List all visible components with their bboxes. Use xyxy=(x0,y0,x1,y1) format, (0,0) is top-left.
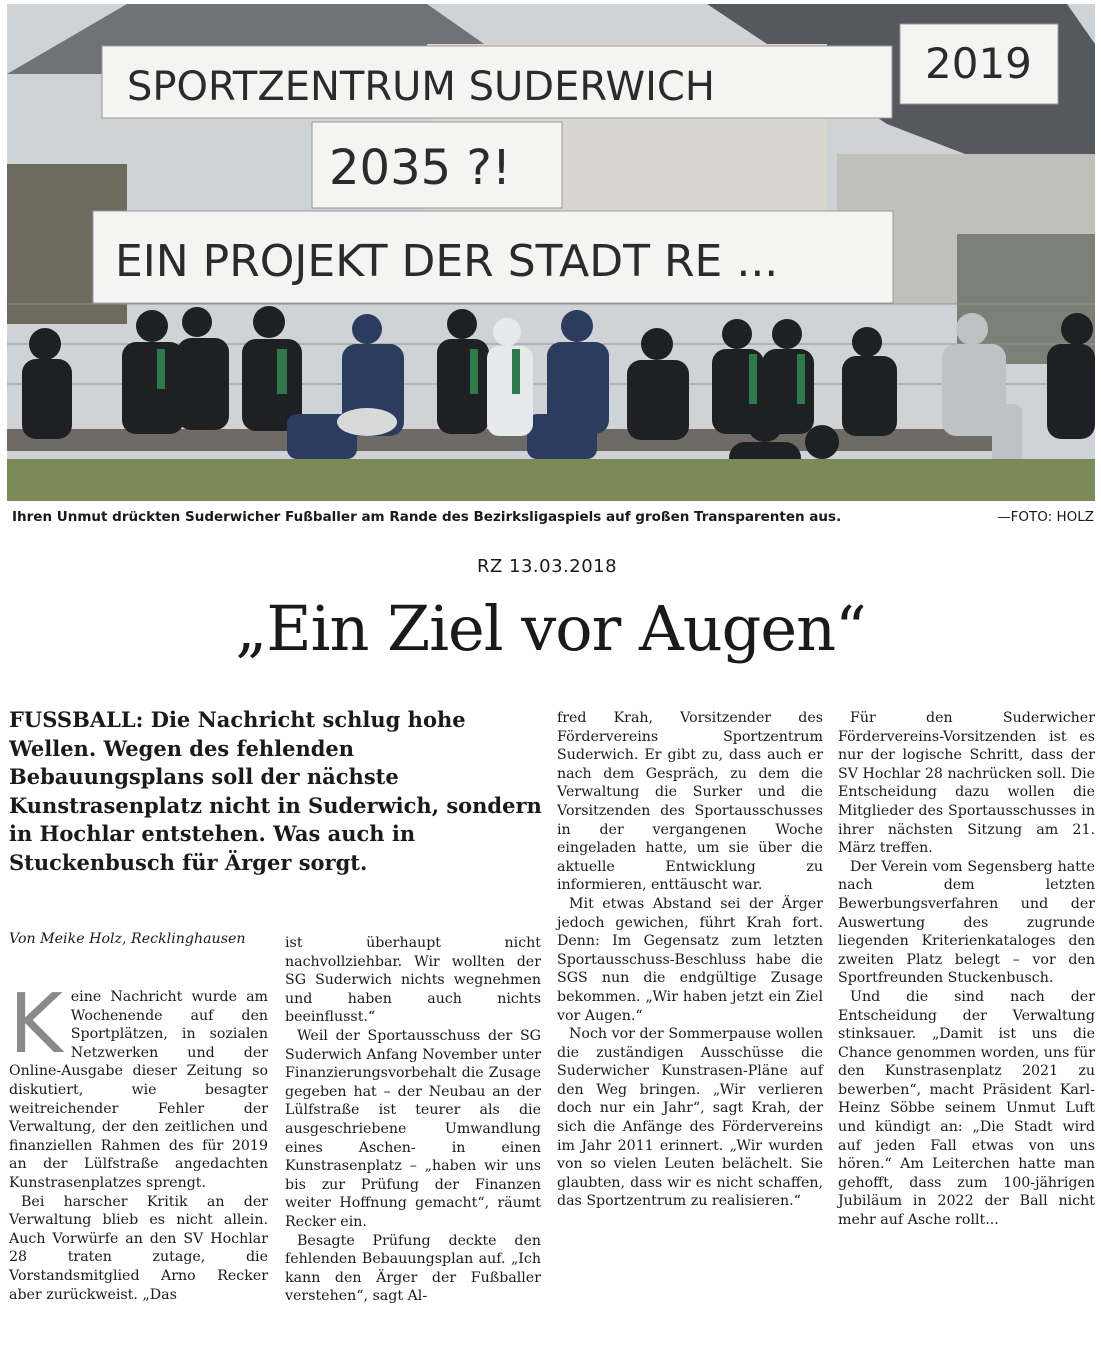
banner-projekt-text: EIN PROJEKT DER STADT RE ... xyxy=(115,236,779,287)
banner-sportzentrum-text: SPORTZENTRUM SUDERWICH xyxy=(127,64,715,110)
article-paragraph: Und die sind nach der Entscheidung der Verwaltung stinksauer. „Damit ist uns die Chance genommen worden, uns für den Kunstrasenplatz 2021 zu bewerben“, macht Präsident Karl-Heinz Söbbe seinem Unmut Luft und kündigt an: „Die Stadt wird auf jeden Fall etwas von uns hören.“ Am Leiterchen hatte man gehofft, dass zum 100-jährigen Jubiläum in 2022 der Ball nicht mehr auf Asche rollt... xyxy=(838,988,1095,1229)
article-column-2 xyxy=(285,934,541,1306)
article-column-1 xyxy=(9,977,268,1304)
dateline: RZ 13.03.2018 xyxy=(476,556,618,577)
photo-illustration xyxy=(7,4,1095,501)
caption-text: Ihren Unmut drückten Suderwicher Fußballer am Rande des Bezirksligaspiels auf großen Transparenten aus. xyxy=(12,509,842,525)
banner-sportzentrum xyxy=(102,46,892,118)
photo-caption xyxy=(12,509,1094,525)
article-paragraph: Keine Nachricht wurde am Wochenende auf den Sportplätzen, in sozialen Netzwerken und der Online-Ausgabe dieser Zeitung so diskutiert, wie besagter weitreichender Fehler der Verwaltung, der den zeitlichen und finanziellen Rahmen des für 2019 an der Lülfstraße angedachten Kunstrasenplatzes sprengt. xyxy=(9,977,268,1191)
article-paragraph: Besagte Prüfung deckte den fehlenden Bebauungsplan auf. „Ich kann den Ärger der Fußballer verstehen“, sagt Al- xyxy=(285,1232,541,1305)
news-photo xyxy=(7,4,1095,501)
article-paragraph: Noch vor der Sommerpause wollen die zuständigen Ausschüsse die Suderwicher Kunstrasen-Pläne auf den Weg bringen. „Wir verlieren doch nur ein Jahr“, sagt Krah, der sich die Anfänge des Fördervereins im Jahr 2011 erinnert. „Wir wurden von so vielen Leuten belächelt. Sie glaubten, dass wir es nicht schaffen, das Sportzentrum zu realisieren.“ xyxy=(557,1026,823,1210)
article-column-4 xyxy=(838,709,1095,1230)
banner-2035-text: 2035 ?! xyxy=(329,140,512,196)
photo-credit: —FOTO: HOLZ xyxy=(997,509,1094,525)
article-paragraph: Der Verein vom Segensberg hatte nach dem letzten Bewerbungsverfahren und der Auswertung des zugrunde liegenden Kriterienkataloges den zweiten Platz belegt – vor den Sportfreunden Stuckenbusch. xyxy=(838,858,1095,987)
drop-cap: K xyxy=(9,977,63,1072)
banner-year xyxy=(900,24,1058,104)
article-paragraph: Bei harscher Kritik an der Verwaltung blieb es nicht allein. Auch Vorwürfe an den SV Hochlar 28 traten zutage, die Vorstandsmitglied Arno Recker aber zurückweist. „Das xyxy=(9,1193,268,1303)
article-paragraph: ist überhaupt nicht nachvollziehbar. Wir wollten der SG Suderwich nichts wegnehmen und haben auch nichts beeinflusst.“ xyxy=(285,935,541,1026)
article-paragraph: Weil der Sportausschuss der SG Suderwich Anfang November unter Finanzierungsvorbehalt die Zusage gegeben hat – der Neubau an der Lülfstraße ist teurer als die ausgeschriebene Umwandlung eines Aschen- in einen Kunstrasenplatz – „haben wir uns bis zur Prüfung der Finanzen weiter Hoffnung gemacht“, räumt Recker ein. xyxy=(285,1027,541,1230)
banner-year-text: 2019 xyxy=(925,39,1032,88)
byline: Von Meike Holz, Recklinghausen xyxy=(9,931,246,947)
headline: „Ein Ziel vor Augen“ xyxy=(235,592,866,665)
article-paragraph: fred Krah, Vorsitzender des Fördervereins Sportzentrum Suderwich. Er gibt zu, dass auch er nach dem Gespräch, zu dem die Verwaltung die Surker und die Vorsitzenden des Sportausschusses in der vergangenen Woche eingeladen hatte, um sie über die aktuelle Entwicklung zu informieren, enttäuscht war. xyxy=(557,710,823,894)
banner-projekt xyxy=(93,211,893,303)
article-paragraph: Mit etwas Abstand sei der Ärger jedoch gewichen, führt Krah fort. Denn: Im Gegensatz zum letzten Sportausschuss-Beschluss habe die SGS nun die endgültige Zusage bekommen. „Wir haben jetzt ein Ziel vor Augen.“ xyxy=(557,895,823,1024)
article-column-3 xyxy=(557,709,823,1211)
lead-paragraph: FUSSBALL: Die Nachricht schlug hohe Wellen. Wegen des fehlenden Bebauungsplans soll der nächste Kunstrasenplatz nicht in Suderwich, sondern in Hochlar entstehen. Was auch in Stuckenbusch für Ärger sorgt. xyxy=(9,707,542,875)
article-paragraph: Für den Suderwicher Fördervereins-Vorsitzenden ist es nur der logische Schritt, dass der SV Hochlar 28 nachrücken soll. Die Entscheidung dazu wollen die Mitglieder des Sportausschusses in ihrer nächsten Sitzung am 21. März treffen. xyxy=(838,710,1095,857)
banner-2035 xyxy=(312,122,562,208)
